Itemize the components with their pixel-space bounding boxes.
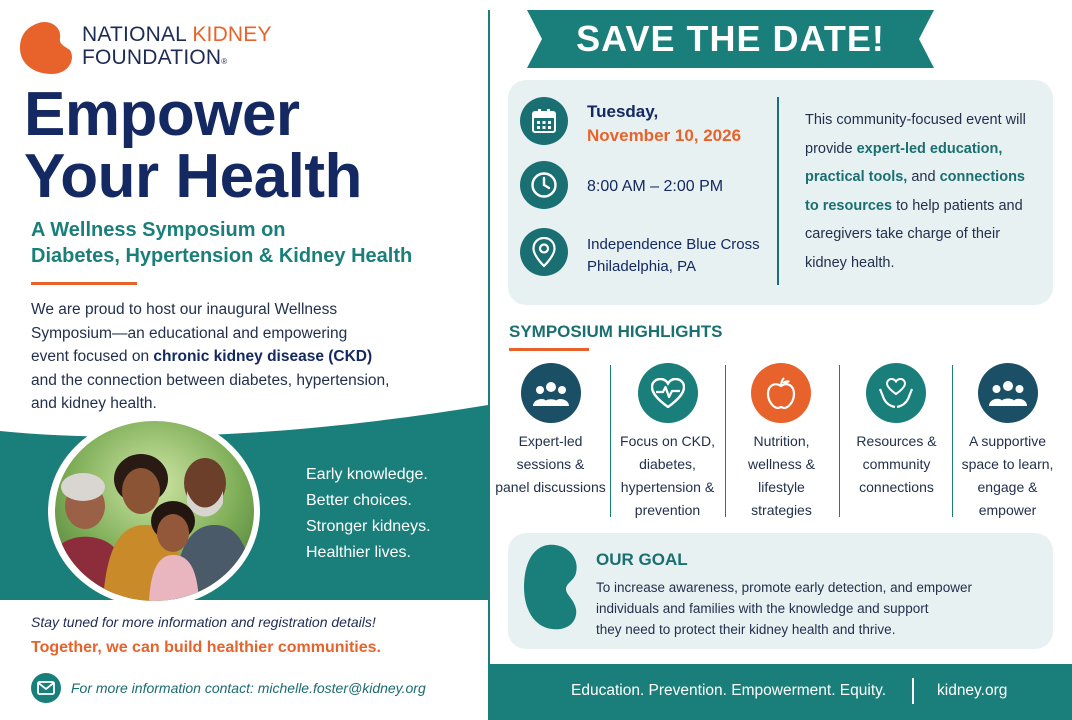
highlights-title: SYMPOSIUM HIGHLIGHTS <box>509 322 723 341</box>
vertical-divider <box>488 10 490 665</box>
footer-divider <box>912 678 914 704</box>
heart-pulse-icon <box>638 363 698 423</box>
highlight-label <box>950 430 1065 522</box>
logo-wordmark <box>82 23 272 73</box>
location-pin-icon <box>520 228 568 276</box>
highlight-line: Nutrition, <box>753 433 810 449</box>
tagline-item: Stronger kidneys. <box>306 518 431 535</box>
kidney-logo-icon <box>18 20 74 76</box>
highlight-line: Focus on CKD, <box>620 433 715 449</box>
highlight-line: community <box>862 456 931 472</box>
highlight-line: space to learn, <box>961 456 1054 472</box>
event-date: November 10, 2026 <box>587 126 742 145</box>
headline-line-1: Empower <box>24 80 300 149</box>
highlight-line: A supportive <box>968 433 1047 449</box>
intro-line-3 <box>31 345 461 369</box>
highlight-line: connections <box>859 479 934 495</box>
event-time: 8:00 AM – 2:00 PM <box>587 178 724 195</box>
logo-national: NATIONAL <box>82 23 193 46</box>
event-city: Philadelphia, PA <box>587 258 696 275</box>
footer-tagline: Education. Prevention. Empowerment. Equity. <box>571 682 887 699</box>
highlight-line: engage & <box>977 479 1038 495</box>
info-divider <box>777 97 779 285</box>
goal-line: To increase awareness, promote early detection, and empower <box>596 580 972 595</box>
clock-icon <box>520 161 568 209</box>
intro-paragraph <box>31 298 461 416</box>
headline-line-2: Your Health <box>24 142 362 211</box>
banner-title: SAVE THE DATE! <box>576 18 885 59</box>
desc-emphasis-3: connections to resources <box>805 169 1025 214</box>
tagline-item: Better choices. <box>306 492 412 509</box>
event-description <box>805 106 1041 277</box>
kidney-icon <box>522 543 586 631</box>
intro-ckd-emphasis: chronic kidney disease (CKD) <box>153 348 373 365</box>
highlights-accent-rule <box>509 348 589 351</box>
highlight-label <box>724 430 839 522</box>
intro-line-2: Symposium—an educational and empowering <box>31 324 348 342</box>
family-photo <box>55 421 254 601</box>
contact-email-link[interactable]: For more information contact: michelle.foster@kidney.org <box>71 680 426 696</box>
highlight-label <box>839 430 954 499</box>
mail-icon <box>31 673 61 703</box>
logo-kidney: KIDNEY <box>192 23 272 46</box>
logo-foundation: FOUNDATION <box>82 46 222 69</box>
highlight-line: sessions & <box>516 456 585 472</box>
event-location <box>587 234 760 278</box>
page-title <box>24 80 362 211</box>
intro-line-3-text: event focused on <box>31 348 154 365</box>
desc-emphasis-2: practical tools, <box>805 169 908 185</box>
highlight-line: prevention <box>634 502 701 518</box>
community-icon <box>978 363 1038 423</box>
left-panel <box>0 0 488 720</box>
subheadline <box>31 217 412 269</box>
highlight-label <box>610 430 725 522</box>
highlight-line: diabetes, <box>639 456 696 472</box>
desc-emphasis-1: expert-led education, <box>856 140 1003 157</box>
highlight-line: hypertension & <box>620 479 715 495</box>
desc-text-3: to help patients and caregivers take charge of their kidney health. <box>805 197 1023 271</box>
intro-line-1: We are proud to host our inaugural Wellness <box>31 301 338 318</box>
intro-line-4: and the connection between diabetes, hypertension, <box>31 371 390 389</box>
highlight-line: strategies <box>751 502 812 518</box>
goal-line: they need to protect their kidney health and thrive. <box>596 622 896 637</box>
tagline-list <box>306 462 431 566</box>
footer-website-link[interactable]: kidney.org <box>937 682 1008 699</box>
goal-text <box>596 577 1036 640</box>
highlight-line: wellness & <box>748 456 815 472</box>
contact-info[interactable] <box>31 673 426 703</box>
highlight-line: empower <box>978 502 1037 518</box>
intro-line-5: and kidney health. <box>31 395 157 412</box>
nkf-logo[interactable] <box>18 20 272 76</box>
heart-hands-icon <box>866 363 926 423</box>
people-group-icon <box>521 363 581 423</box>
stay-tuned-note: Stay tuned for more information and registration details! <box>31 614 376 630</box>
subheadline-line-2: Diabetes, Hypertension & Kidney Health <box>31 245 413 267</box>
highlight-line: panel discussions <box>495 479 606 495</box>
apple-icon <box>751 363 811 423</box>
tagline-item: Early knowledge. <box>306 466 428 483</box>
together-message: Together, we can build healthier communities. <box>31 639 381 656</box>
logo-registered-mark: ® <box>221 57 228 66</box>
calendar-icon <box>520 97 568 145</box>
tagline-item: Healthier lives. <box>306 544 411 561</box>
goal-title: OUR GOAL <box>596 550 688 569</box>
highlight-label <box>493 430 608 499</box>
subheadline-line-1: A Wellness Symposium on <box>31 219 286 241</box>
goal-line: individuals and families with the knowledge and support <box>596 601 929 616</box>
desc-text-1: This community-focused event will provide <box>805 112 1026 157</box>
event-day: Tuesday, <box>587 102 659 121</box>
event-venue: Independence Blue Cross <box>587 236 760 253</box>
highlight-line: Expert-led <box>518 433 583 449</box>
highlight-line: lifestyle <box>758 479 805 495</box>
accent-divider <box>31 282 137 285</box>
highlight-line: Resources & <box>856 433 937 449</box>
desc-text-2: and <box>907 169 940 185</box>
